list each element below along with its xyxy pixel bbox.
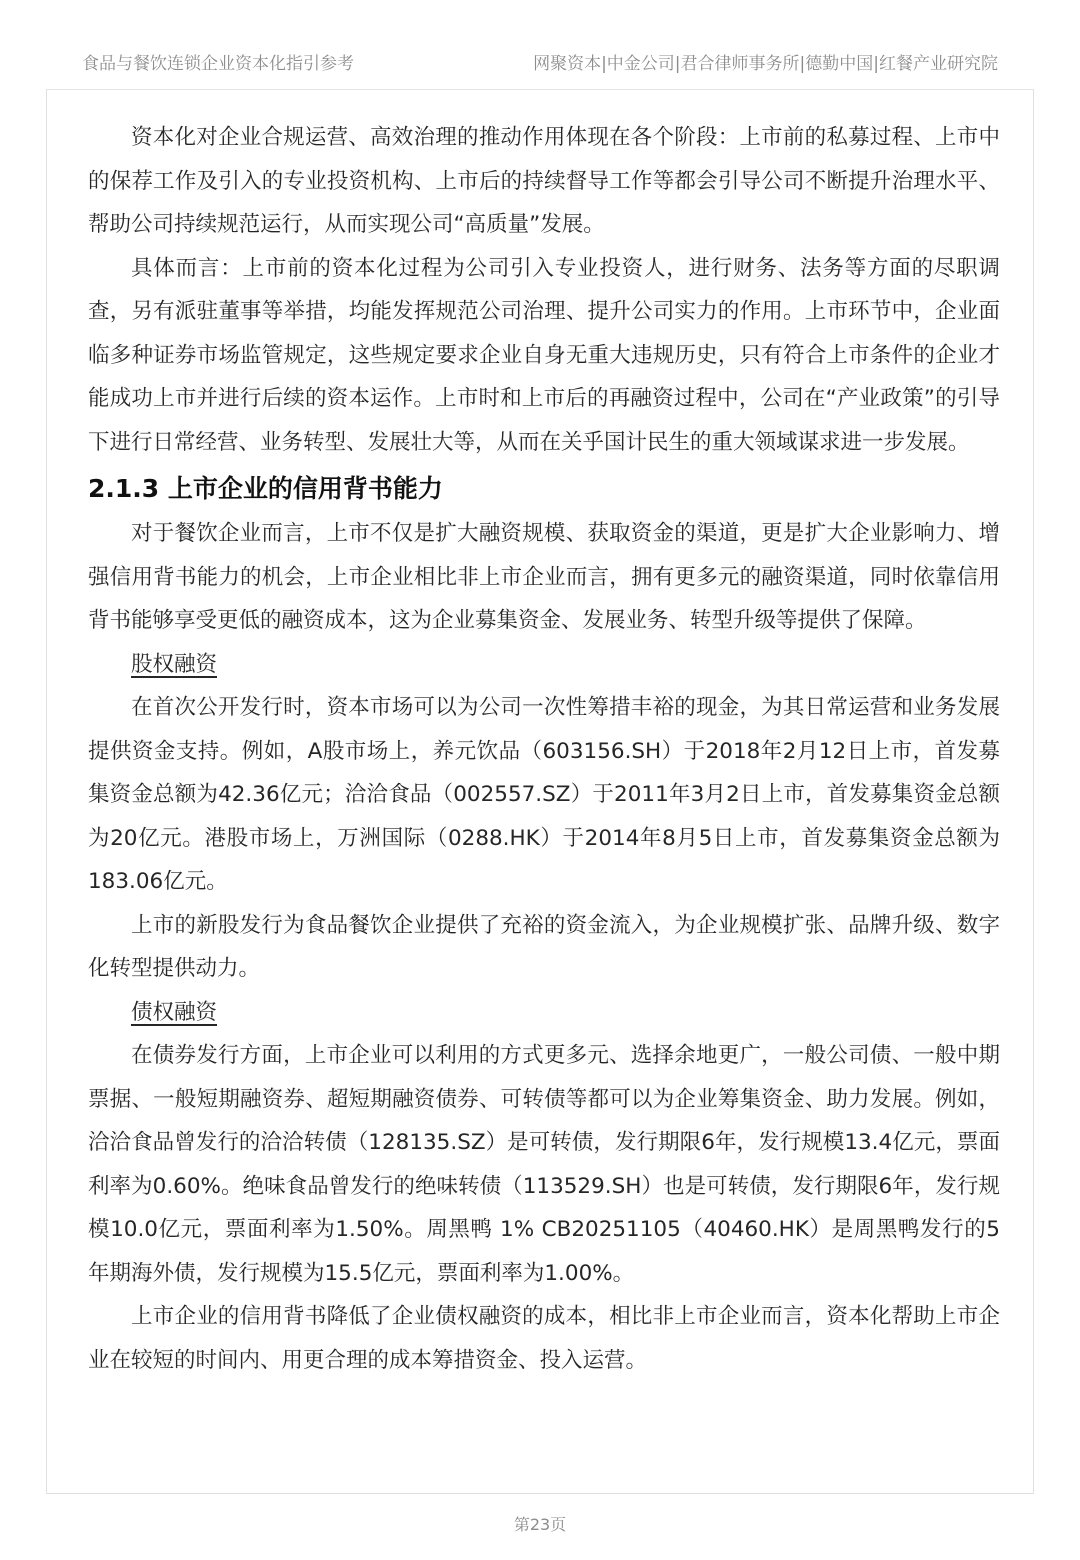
section-heading: 2.1.3 上市企业的信用背书能力: [88, 474, 443, 503]
paragraph-capitalization-governance: 资本化对企业合规运营、高效治理的推动作用体现在各个阶段：上市前的私募过程、上市中的保荐工作及引入的专业投资机构、上市后的持续督导工作等都会引导公司不断提升治理水平、帮助公司持续规范运行，从而实现公司“高质量”发展。: [88, 125, 1000, 237]
document-body: [88, 116, 1000, 1382]
paragraph-lower-financing-cost: 上市企业的信用背书降低了企业债权融资的成本，相比非上市企业而言，资本化帮助上市企业在较短的时间内、用更合理的成本筹措资金、投入运营。: [88, 1304, 1000, 1373]
subheading-debt-financing: [88, 991, 1000, 1035]
page-number: 第23页: [513, 1515, 567, 1534]
header-left-title: 食品与餐饮连锁企业资本化指引参考: [82, 53, 354, 74]
subheading-equity-financing: [88, 643, 1000, 687]
subheading-equity-label: 股权融资: [131, 651, 218, 677]
page-header: [82, 44, 998, 78]
paragraph-bond-examples: 在债券发行方面，上市企业可以利用的方式更多元、选择余地更广，一般公司债、一般中期票据、一般短期融资券、超短期融资债券、可转债等都可以为企业筹集资金、助力发展。例如，洽洽食品曾发行的洽洽转债（128135.SZ）是可转债，发行期限6年，发行规模13.4亿元，票面利率为0.60%。绝味食品曾发行的绝味转债（113529.SH）也是可转债，发行期限6年，发行规模10.0亿元，票面利率为1.50%。周黑鸭 1% CB20251105（40460.HK）是周黑鸭发行的5年期海外债，发行规模为15.5亿元，票面利率为1.00%。: [88, 1043, 1000, 1286]
paragraph-ipo-examples: 在首次公开发行时，资本市场可以为公司一次性筹措丰裕的现金，为其日常运营和业务发展提供资金支持。例如，A股市场上，养元饮品（603156.SH）于2018年2月12日上市，首发募集资金总额为42.36亿元；洽洽食品（002557.SZ）于2011年3月2日上市，首发募集资金总额为20亿元。港股市场上，万洲国际（0288.HK）于2014年8月5日上市，首发募集资金总额为183.06亿元。: [88, 695, 1000, 894]
header-right-title: 网聚资本|中金公司|君合律师事务所|德勤中国|红餐产业研究院: [533, 53, 998, 74]
subheading-debt-label: 债权融资: [131, 999, 218, 1025]
paragraph-new-share-issuance: 上市的新股发行为食品餐饮企业提供了充裕的资金流入，为企业规模扩张、品牌升级、数字化转型提供动力。: [88, 912, 1000, 981]
paragraph-specific-process: 具体而言：上市前的资本化过程为公司引入专业投资人，进行财务、法务等方面的尽职调查，另有派驻董事等举措，均能发挥规范公司治理、提升公司实力的作用。上市环节中，企业面临多种证券市场监管规定，这些规定要求企业自身无重大违规历史，只有符合上市条件的企业才能成功上市并进行后续的资本运作。上市时和上市后的再融资过程中，公司在“产业政策”的引导下进行日常经营、业务转型、发展壮大等，从而在关乎国计民生的重大领域谋求进一步发展。: [88, 255, 1000, 455]
paragraph-credit-endorsement: 对于餐饮企业而言，上市不仅是扩大融资规模、获取资金的渠道，更是扩大企业影响力、增强信用背书能力的机会，上市企业相比非上市企业而言，拥有更多元的融资渠道，同时依靠信用背书能够享受更低的融资成本，这为企业募集资金、发展业务、转型升级等提供了保障。: [88, 521, 1000, 633]
